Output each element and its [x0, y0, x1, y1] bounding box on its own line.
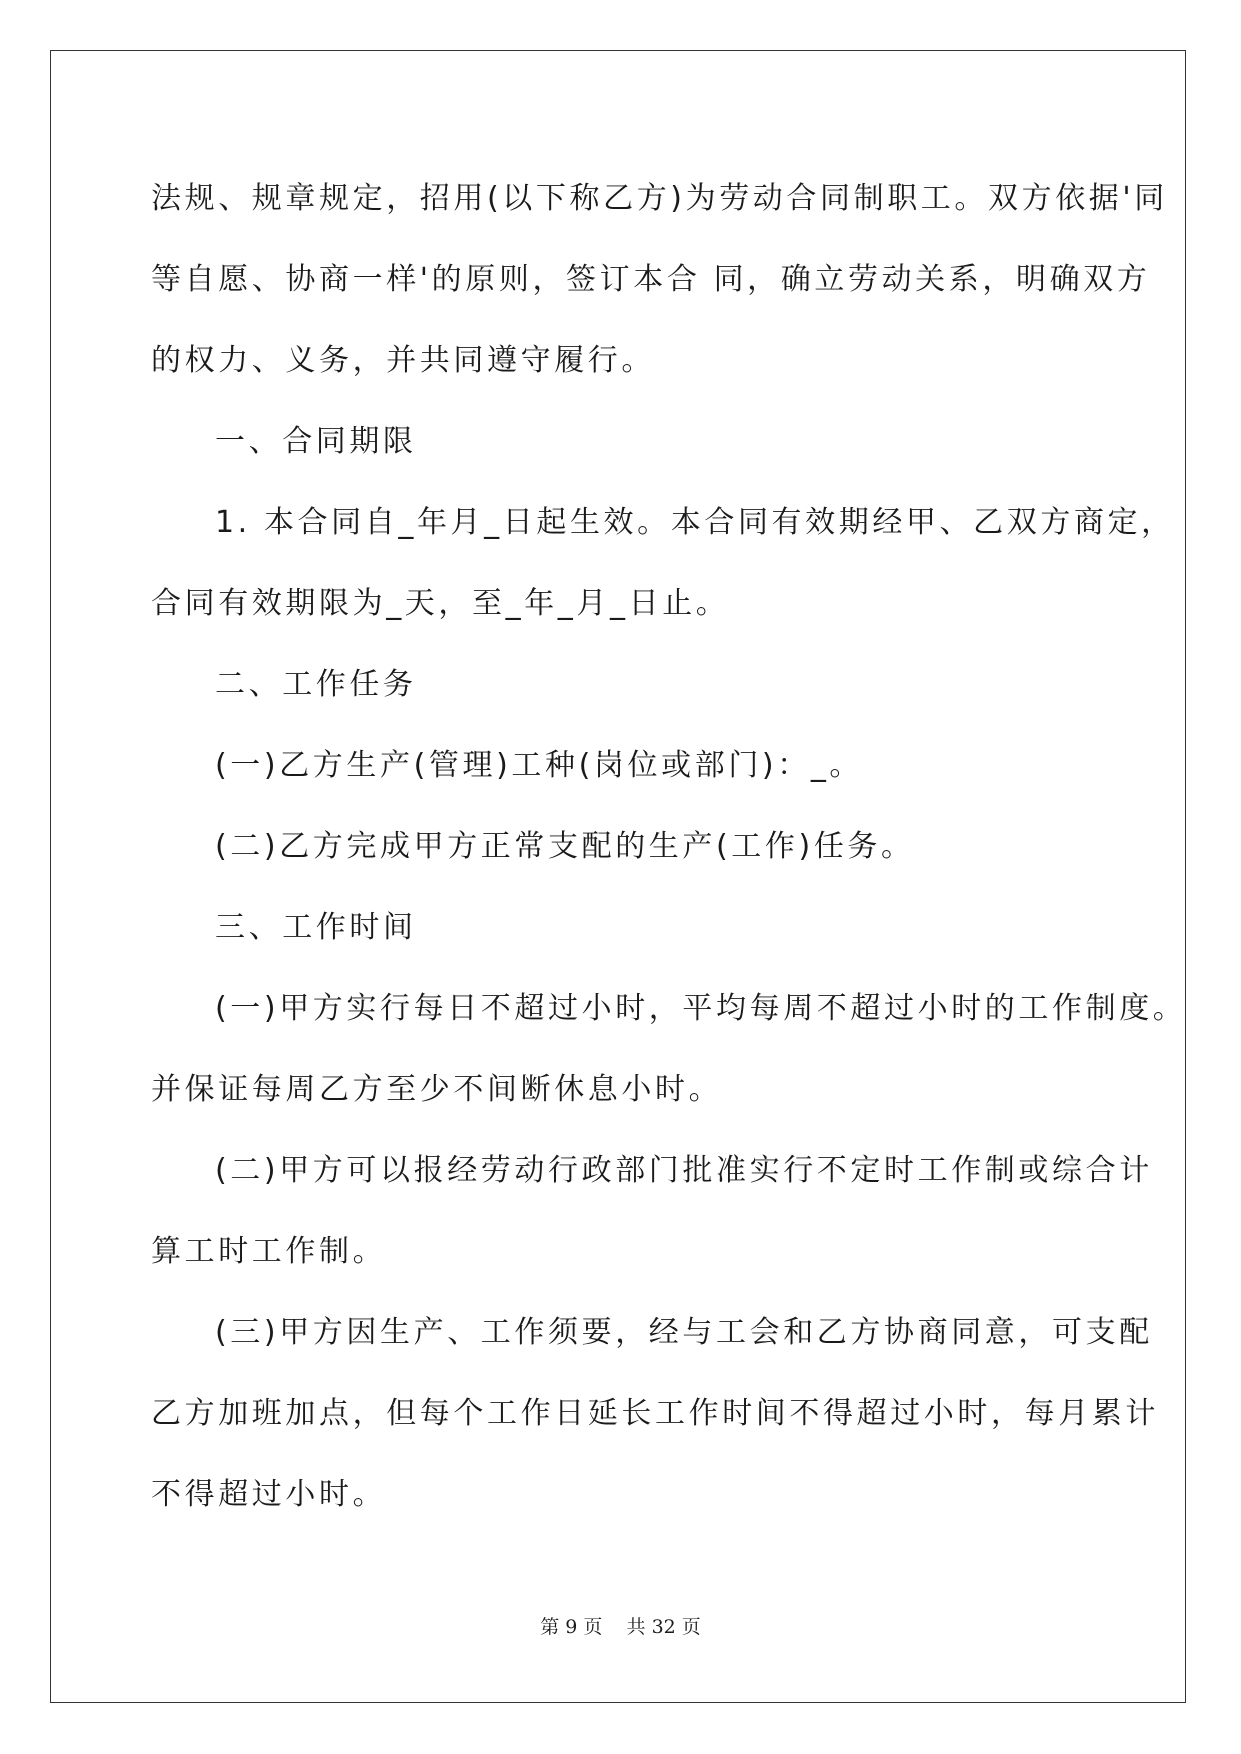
paragraph-time-1-line-1: (一)甲方实行每日不超过小时，平均每周不超过小时的工作制度。 [215, 991, 1187, 1026]
page-footer [0, 1612, 1241, 1639]
paragraph-time-1-line-2: 并保证每周乙方至少不间断休息小时。 [151, 1072, 723, 1107]
paragraph-time-2-line-2: 算工时工作制。 [151, 1234, 387, 1269]
paragraph-term-line-1: 1. 本合同自_年月_日起生效。本合同有效期经甲、乙双方商定， [215, 505, 1175, 540]
section-heading-work-tasks: 二、工作任务 [215, 667, 417, 702]
paragraph-time-3-line-2: 乙方加班加点，但每个工作日延长工作时间不得超过小时，每月累计 [151, 1396, 1159, 1431]
page-number: 第 9 页 [540, 1616, 603, 1638]
section-heading-work-time: 三、工作时间 [215, 910, 417, 945]
paragraph-term-line-2: 合同有效期限为_天，至_年_月_日止。 [151, 586, 730, 621]
paragraph-intro-line-1: 法规、规章规定，招用(以下称乙方)为劳动合同制职工。双方依据'同 [151, 181, 1168, 216]
paragraph-task-1: (一)乙方生产(管理)工种(岗位或部门)：_。 [215, 748, 864, 783]
paragraph-intro-line-2: 等自愿、协商一样'的原则，签订本合 同，确立劳动关系，明确双方 [151, 262, 1151, 297]
paragraph-time-2-line-1: (二)甲方可以报经劳动行政部门批准实行不定时工作制或综合计 [215, 1153, 1153, 1188]
page-total: 共 32 页 [626, 1616, 701, 1638]
section-heading-contract-term: 一、合同期限 [215, 424, 417, 459]
paragraph-time-3-line-3: 不得超过小时。 [151, 1477, 387, 1512]
document-body [151, 158, 1187, 1535]
paragraph-intro-line-3: 的权力、义务，并共同遵守履行。 [151, 343, 655, 378]
paragraph-time-3-line-1: (三)甲方因生产、工作须要，经与工会和乙方协商同意，可支配 [215, 1315, 1153, 1350]
paragraph-task-2: (二)乙方完成甲方正常支配的生产(工作)任务。 [215, 829, 915, 864]
